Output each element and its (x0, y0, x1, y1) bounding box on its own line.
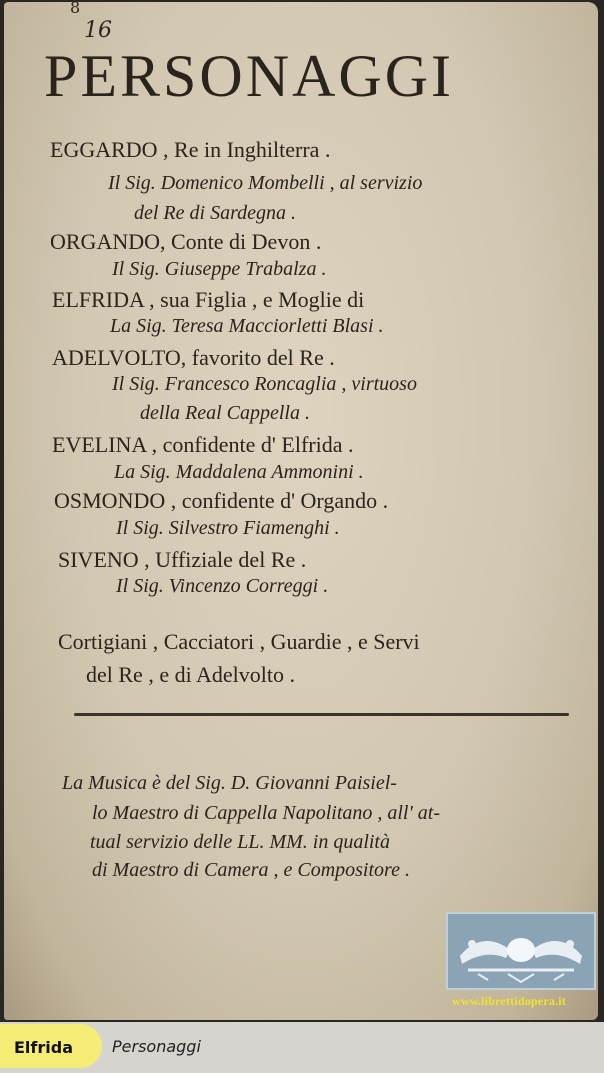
character-line: Cortigiani , Cacciatori , Guardie , e Servi (58, 629, 420, 654)
site-url[interactable]: www.librettidopera.it (452, 994, 566, 1008)
performer-line: Il Sig. Francesco Roncaglia , virtuoso (112, 373, 417, 395)
opera-badge[interactable] (0, 1024, 102, 1068)
character-line: SIVENO , Uffiziale del Re . (58, 547, 307, 572)
credit-line: di Maestro di Camera , e Compositore . (92, 859, 410, 881)
performer-line: Il Sig. Vincenzo Correggi . (116, 575, 329, 597)
credit-line: tual servizio delle LL. MM. in qualità (90, 831, 390, 853)
performer-line: Il Sig. Domenico Mombelli , al servizio (108, 172, 423, 194)
section-title: Personaggi (112, 1037, 201, 1056)
performer-line: Il Sig. Giuseppe Trabalza . (112, 258, 327, 280)
footer-bar (0, 1022, 604, 1073)
page-heading: PERSONAGGI (44, 43, 455, 109)
opera-title: Elfrida (14, 1038, 73, 1057)
libretto-page (4, 2, 598, 1020)
credit-line: La Musica è del Sig. D. Giovanni Paisiel- (62, 772, 397, 794)
performer-line: Il Sig. Silvestro Fiamenghi . (116, 517, 340, 539)
performer-line: La Sig. Maddalena Ammonini . (114, 461, 364, 483)
character-line: ORGANDO, Conte di Devon . (50, 229, 322, 254)
performer-line: del Re di Sardegna . (134, 202, 297, 224)
credit-line: lo Maestro di Cappella Napolitano , all' at- (92, 802, 440, 824)
character-line: OSMONDO , confidente d' Orgando . (54, 488, 389, 513)
page-number: 16 (84, 18, 112, 43)
librettidopera-logo-icon[interactable] (446, 912, 596, 990)
griffin-emblem-icon (448, 914, 594, 988)
character-line: EVELINA , confidente d' Elfrida . (52, 432, 354, 457)
character-line: ADELVOLTO, favorito del Re . (52, 345, 335, 370)
performer-line: della Real Cappella . (140, 402, 310, 424)
character-line: del Re , e di Adelvolto . (86, 662, 295, 687)
page-mark: 8 (70, 2, 81, 17)
character-line: ELFRIDA , sua Figlia , e Moglie di (52, 287, 365, 312)
performer-line: La Sig. Teresa Macciorletti Blasi . (110, 315, 384, 337)
divider-rule (74, 713, 569, 716)
character-line: EGGARDO , Re in Inghilterra . (50, 137, 331, 162)
